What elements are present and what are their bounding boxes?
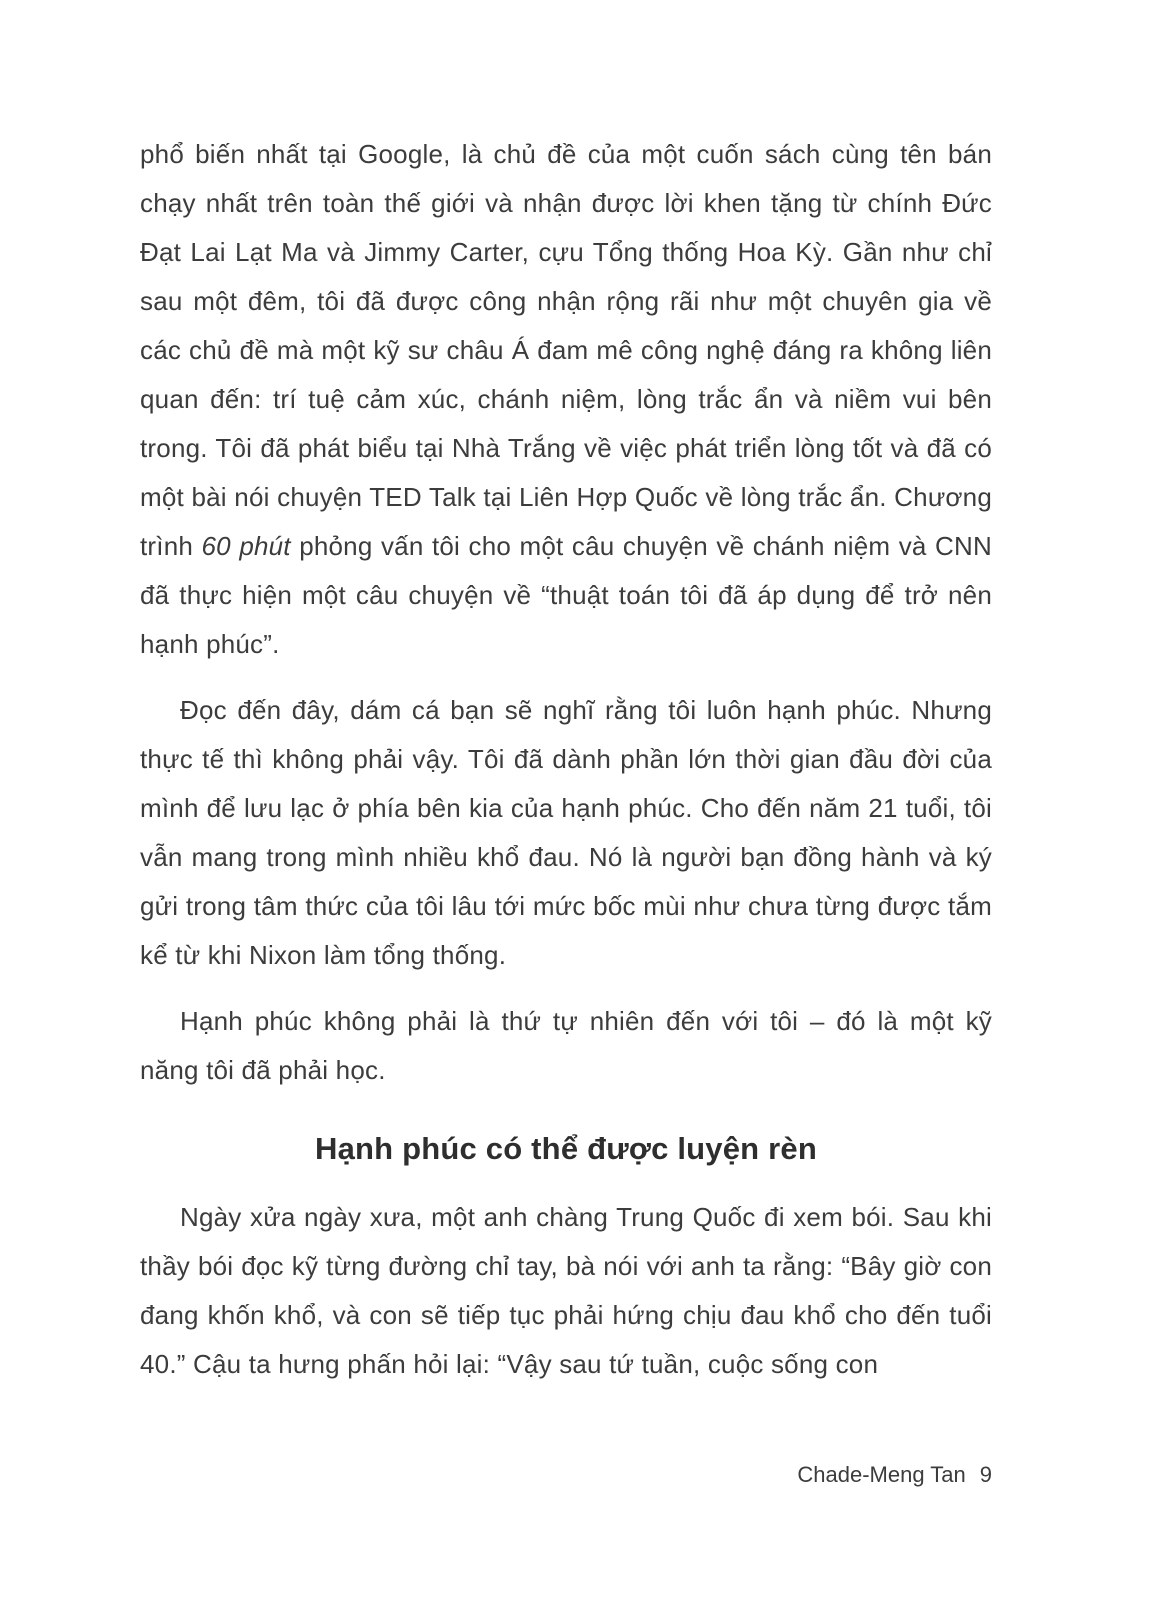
paragraph-1-text-a: phổ biến nhất tại Google, là chủ đề của một cuốn sách cùng tên bán chạy nhất trên toàn thế giới và nhận được lời khen tặng từ chính Đức Đạt Lai Lạt Ma và Jimmy Carter, cựu Tổng thống Hoa Kỳ. Gần như chỉ sau một đêm, tôi đã được công nhận rộng rãi như một chuyên gia về các chủ đề mà một kỹ sư châu Á đam mê công nghệ đáng ra không liên quan đến: trí tuệ cảm xúc, chánh niệm, lòng trắc ẩn và niềm vui bên trong. Tôi đã phát biểu tại Nhà Trắng về việc phát triển lòng tốt và đã có một bài nói chuyện TED Talk tại Liên Hợp Quốc về lòng trắc ẩn. Chương trình [140,139,992,561]
paragraph-1-text-b: phỏng vấn tôi cho một câu chuyện về chánh niệm và CNN đã thực hiện một câu chuyện về “thuật toán tôi đã áp dụng để trở nên hạnh phúc”. [140,531,992,659]
page-content [140,130,992,1406]
footer-page-number: 9 [979,1462,992,1487]
show-title-italic: 60 phút [201,531,291,561]
paragraph-2: Đọc đến đây, dám cá bạn sẽ nghĩ rằng tôi luôn hạnh phúc. Nhưng thực tế thì không phải vậy. Tôi đã dành phần lớn thời gian đầu đời của mình để lưu lạc ở phía bên kia của hạnh phúc. Cho đến năm 21 tuổi, tôi vẫn mang trong mình nhiều khổ đau. Nó là người bạn đồng hành và ký gửi trong tâm thức của tôi lâu tới mức bốc mùi như chưa từng được tắm kể từ khi Nixon làm tổng thống. [140,695,992,970]
paragraph-1 [140,130,992,669]
section-heading: Hạnh phúc có thể được luyện rèn [315,1131,817,1166]
page-footer [797,1462,992,1488]
paragraph-4: Ngày xửa ngày xưa, một anh chàng Trung Quốc đi xem bói. Sau khi thầy bói đọc kỹ từng đường chỉ tay, bà nói với anh ta rằng: “Bây giờ con đang khốn khổ, và con sẽ tiếp tục phải hứng chịu đau khổ cho đến tuổi 40.” Cậu ta hưng phấn hỏi lại: “Vậy sau tứ tuần, cuộc sống con [140,1202,992,1379]
footer-author: Chade-Meng Tan [797,1462,966,1487]
paragraph-3: Hạnh phúc không phải là thứ tự nhiên đến với tôi – đó là một kỹ năng tôi đã phải học. [140,1006,992,1085]
